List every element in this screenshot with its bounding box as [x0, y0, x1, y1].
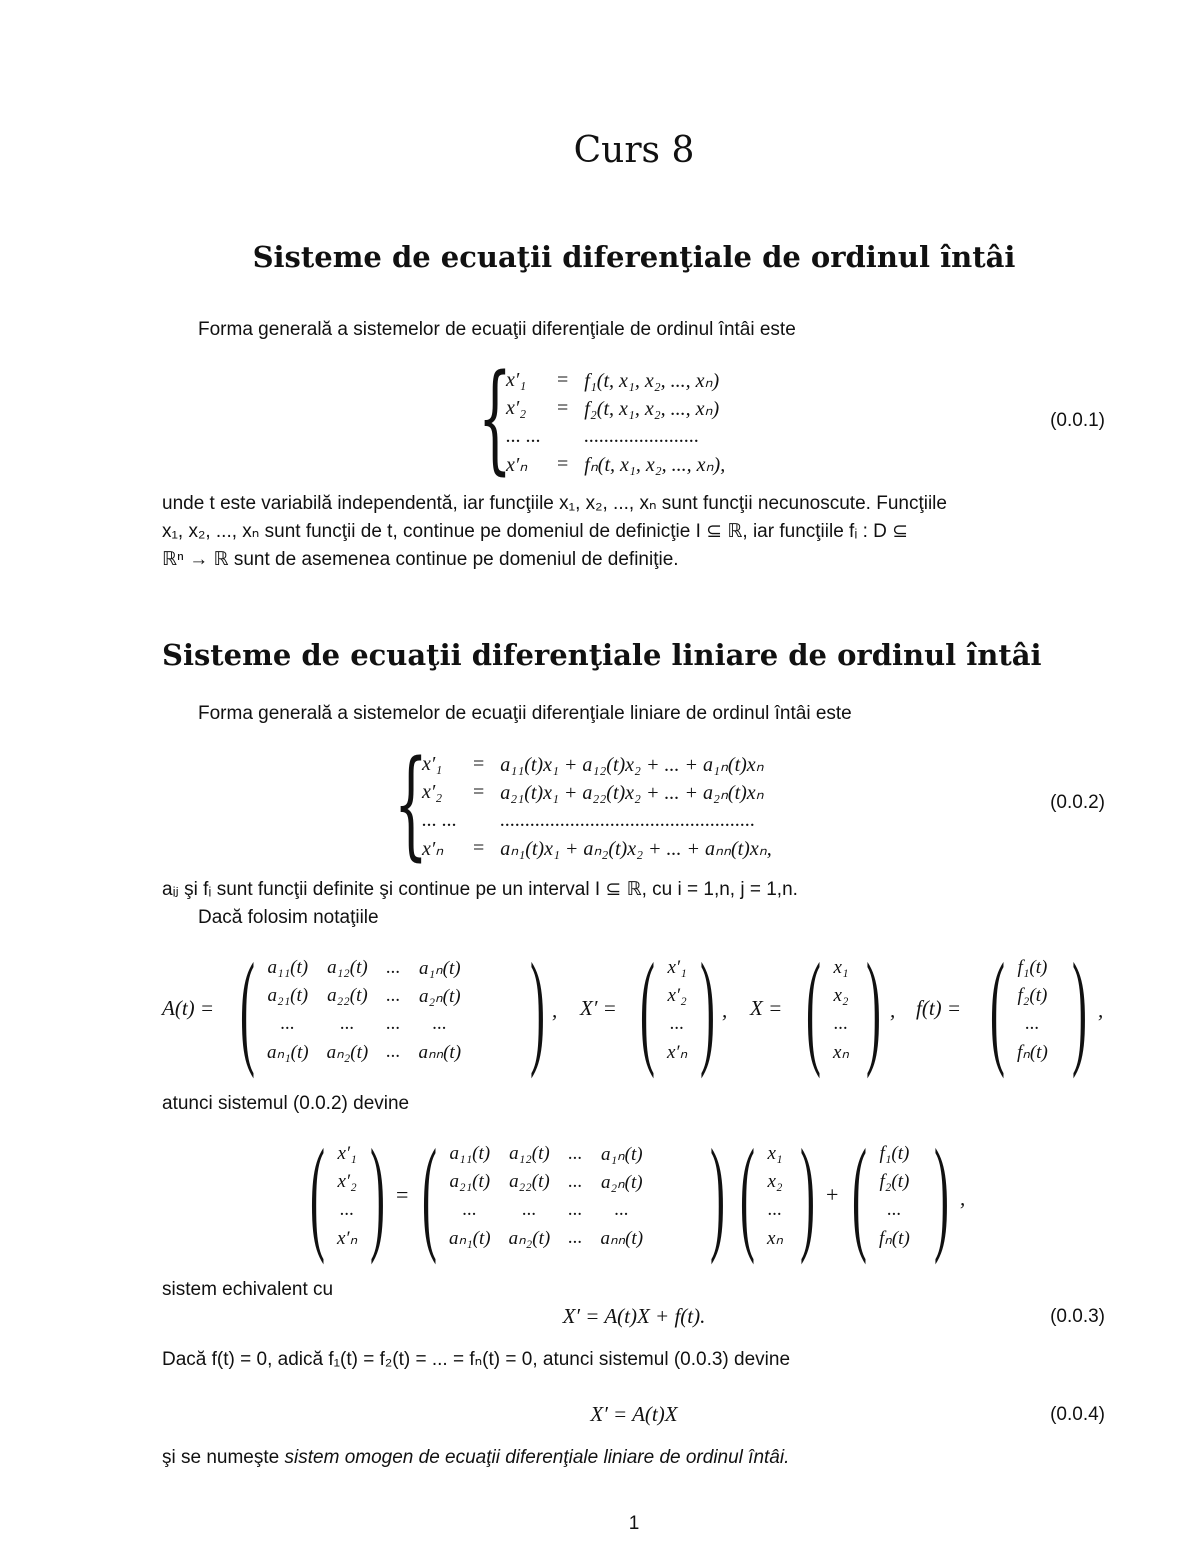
matrix-cell: a₁₂(t) [327, 957, 368, 978]
vector-cell: f₁(t) [879, 1143, 910, 1164]
label-A: A(t) = [162, 996, 215, 1020]
vector-cell: x₁ [767, 1143, 783, 1164]
vector-cell: ... [833, 1013, 849, 1034]
section1-text-line-2: x₁, x₂, ..., xₙ sunt funcţii de t, continue pe domeniul de definicţie I ⊆ ℝ, iar funcţiile fᵢ : D ⊆ [162, 521, 909, 542]
right-paren: ) [530, 937, 545, 1079]
matrix-cell: ... [386, 985, 401, 1006]
vector-row [328, 1140, 366, 1168]
right-paren: ) [370, 1123, 385, 1265]
matrix-cell: ... [386, 1041, 401, 1062]
vector-cell: x′ₙ [667, 1041, 688, 1063]
system-cell: x′₂ [422, 780, 443, 803]
vector-row [824, 954, 858, 982]
vector-row [328, 1224, 366, 1252]
system-cell [467, 806, 494, 834]
vector-Xprime [658, 954, 696, 1066]
vector-row [870, 1196, 919, 1224]
label-Xprime: X′ = [580, 996, 617, 1020]
matrix-cell: ... [568, 1171, 583, 1192]
system-cell: = [473, 780, 485, 803]
vector-cell: ... [887, 1199, 902, 1220]
system-row [416, 778, 782, 806]
vector-cell: x₂ [833, 985, 849, 1006]
left-paren: ( [806, 937, 821, 1079]
matrix-cell: ... [568, 1227, 583, 1248]
comma: , [890, 998, 896, 1022]
vector-Xprime-eq [328, 1140, 366, 1252]
matrix-cell: aₙ₁(t) [449, 1227, 491, 1249]
matrix-cell: ... [386, 1013, 401, 1034]
vector-cell: f₂(t) [1017, 985, 1048, 1006]
right-paren: ) [866, 937, 881, 1079]
system-cell: fₙ(t, x₁, x₂, ..., xₙ), [584, 453, 726, 476]
eq-number-0-0-3: (0.0.3) [1050, 1306, 1105, 1327]
system-cell: ... ... [506, 424, 541, 447]
plus-sign: + [826, 1182, 839, 1207]
matrix-cell: aₙₙ(t) [418, 1041, 462, 1063]
system-row [416, 750, 782, 778]
equation-0-0-3: X′ = A(t)X + f(t). [562, 1304, 706, 1328]
left-paren: ( [310, 1123, 325, 1265]
right-paren: ) [700, 937, 715, 1079]
vector-row [658, 1038, 696, 1066]
vector-row [824, 982, 858, 1010]
vector-cell: x₂ [767, 1171, 783, 1192]
system-cell: = [473, 836, 485, 859]
matrix-cell: ... [614, 1199, 629, 1220]
matrix-cell: aₙ₂(t) [326, 1041, 369, 1063]
vector-cell: ... [1025, 1013, 1040, 1034]
matrix-cell: ... [340, 1013, 355, 1034]
vector-row [328, 1168, 366, 1196]
comma: , [960, 1186, 966, 1210]
matrix-cell: a₁₂(t) [509, 1143, 550, 1164]
vector-row [870, 1224, 919, 1252]
matrix-A [258, 954, 470, 1066]
vector-row [658, 1010, 696, 1038]
equation-0-0-4: X′ = A(t)X [590, 1402, 678, 1426]
system-row [500, 450, 735, 478]
left-brace: { [394, 734, 428, 872]
matrix-row [258, 1010, 470, 1038]
left-brace: { [478, 348, 512, 486]
vector-row [824, 1038, 858, 1066]
matrix-cell: aₙ₂(t) [508, 1227, 551, 1249]
left-paren: ( [422, 1123, 437, 1265]
system-cell: ....................... [584, 424, 700, 447]
equivalent-line: sistem echivalent cu [162, 1279, 334, 1300]
section1-intro: Forma generală a sistemelor de ecuaţii diferenţiale de ordinul întâi este [198, 319, 796, 340]
vector-row [870, 1168, 919, 1196]
system-cell: ................................................... [500, 808, 756, 831]
system-0-0-1 [500, 366, 735, 478]
matrix-row [440, 1140, 652, 1168]
equals-sign: = [396, 1182, 409, 1207]
system-row [500, 422, 735, 450]
system-cell: f₂(t, x₁, x₂, ..., xₙ) [584, 397, 720, 420]
system-cell: x′ₙ [422, 837, 444, 860]
comma: , [552, 998, 558, 1022]
system-cell: = [557, 396, 569, 419]
vector-X-eq [758, 1140, 792, 1252]
right-paren: ) [1072, 937, 1087, 1079]
matrix-cell: ... [280, 1013, 295, 1034]
course-title: Curs 8 [573, 130, 695, 171]
vector-cell: ... [767, 1199, 783, 1220]
matrix-cell: ... [432, 1013, 447, 1034]
system-cell [551, 422, 578, 450]
eq-number-0-0-1: (0.0.1) [1050, 410, 1105, 431]
system-row [416, 834, 782, 862]
vector-row [1008, 1038, 1057, 1066]
vector-row [1008, 1010, 1057, 1038]
left-paren: ( [240, 937, 255, 1079]
vector-cell: x′₁ [337, 1143, 357, 1164]
label-X: X = [750, 996, 783, 1020]
vector-row [758, 1196, 792, 1224]
final-prefix: şi se numeşte [162, 1447, 280, 1468]
section1-text-line-3: ℝⁿ → ℝ sunt de asemenea continue pe domeniul de definiţie. [162, 549, 679, 570]
matrix-cell: ... [568, 1143, 583, 1164]
becomes-line: atunci sistemul (0.0.2) devine [162, 1093, 410, 1114]
vector-cell: xₙ [767, 1227, 784, 1249]
matrix-cell: a₂ₙ(t) [600, 1171, 643, 1193]
vector-cell: fₙ(t) [1017, 1041, 1048, 1063]
system-cell: = [557, 368, 569, 391]
left-paren: ( [740, 1123, 755, 1265]
comma: , [722, 998, 728, 1022]
matrix-cell: a₂₁(t) [267, 985, 309, 1006]
vector-row [1008, 982, 1057, 1010]
vector-cell: x₁ [833, 957, 849, 978]
matrix-cell: aₙₙ(t) [600, 1227, 644, 1249]
system-cell: x′₂ [506, 396, 527, 419]
system-cell: a₁₁(t)x₁ + a₁₂(t)x₂ + ... + a₁ₙ(t)xₙ [500, 753, 764, 776]
section2-intro: Forma generală a sistemelor de ecuaţii diferenţiale liniare de ordinul întâi este [198, 703, 852, 724]
matrix-cell: ... [568, 1199, 583, 1220]
matrix-row [258, 954, 470, 982]
vector-cell: f₁(t) [1017, 957, 1048, 978]
left-paren: ( [852, 1123, 867, 1265]
section1-text-line-1: unde t este variabilă independentă, iar funcţiile x₁, x₂, ..., xₙ sunt funcţii necunoscute. Funcţiile [162, 493, 947, 514]
system-cell: x′₁ [422, 752, 443, 775]
final-definition: sistem omogen de ecuaţii diferenţiale liniare de ordinul întâi. [284, 1447, 790, 1468]
matrix-cell: a₁ₙ(t) [418, 957, 461, 979]
system-cell: = [473, 752, 485, 775]
matrix-cell: a₂₂(t) [509, 1171, 550, 1192]
vector-X [824, 954, 858, 1066]
vector-cell: x′₂ [667, 985, 687, 1006]
vector-cell: f₂(t) [879, 1171, 910, 1192]
right-paren: ) [934, 1123, 949, 1265]
vector-row [658, 954, 696, 982]
matrix-cell: a₁ₙ(t) [600, 1143, 643, 1165]
section-heading-2: Sisteme de ecuaţii diferenţiale liniare de ordinul întâi [162, 638, 1042, 672]
vector-row [1008, 954, 1057, 982]
matrix-cell: a₂₁(t) [449, 1171, 491, 1192]
system-row [416, 806, 782, 834]
system-cell: a₂₁(t)x₁ + a₂₂(t)x₂ + ... + a₂ₙ(t)xₙ [500, 781, 764, 804]
left-paren: ( [640, 937, 655, 1079]
vector-cell: fₙ(t) [879, 1227, 910, 1249]
vector-f [1008, 954, 1057, 1066]
page-number: 1 [628, 1513, 640, 1534]
right-paren: ) [710, 1123, 725, 1265]
matrix-cell: a₂₂(t) [327, 985, 368, 1006]
system-row [500, 394, 735, 422]
comma: , [1098, 998, 1104, 1022]
matrix-cell: a₂ₙ(t) [418, 985, 461, 1007]
matrix-row [440, 1196, 652, 1224]
system-cell: f₁(t, x₁, x₂, ..., xₙ) [584, 369, 720, 392]
matrix-cell: ... [522, 1199, 537, 1220]
system-cell: ... ... [422, 808, 457, 831]
condition-line: aᵢⱼ şi fᵢ sunt funcţii definite şi continue pe un interval I ⊆ ℝ, cu i = 1,n, j = 1,n. [162, 879, 798, 900]
matrix-row [258, 982, 470, 1010]
system-row [500, 366, 735, 394]
system-cell: x′₁ [506, 368, 527, 391]
system-cell: aₙ₁(t)x₁ + aₙ₂(t)x₂ + ... + aₙₙ(t)xₙ, [500, 837, 772, 860]
matrix-cell: a₁₁(t) [267, 957, 309, 978]
if-line: Dacă f(t) = 0, adică f₁(t) = f₂(t) = ... = fₙ(t) = 0, atunci sistemul (0.0.3) devine [162, 1349, 791, 1370]
matrix-row [440, 1224, 652, 1252]
vector-row [328, 1196, 366, 1224]
final-line [162, 1444, 789, 1472]
matrix-cell: ... [462, 1199, 477, 1220]
system-cell: = [557, 452, 569, 475]
matrix-cell: ... [386, 957, 401, 978]
vector-row [658, 982, 696, 1010]
vector-cell: xₙ [833, 1041, 850, 1063]
vector-row [824, 1010, 858, 1038]
vector-row [758, 1140, 792, 1168]
vector-cell: x′₂ [337, 1171, 357, 1192]
system-0-0-2 [416, 750, 782, 862]
right-paren: ) [800, 1123, 815, 1265]
eq-number-0-0-2: (0.0.2) [1050, 792, 1105, 813]
vector-f-eq [870, 1140, 919, 1252]
label-f: f(t) = [916, 996, 962, 1020]
matrix-cell: aₙ₁(t) [267, 1041, 309, 1063]
section-heading-1: Sisteme de ecuaţii diferenţiale de ordinul întâi [252, 240, 1016, 274]
vector-row [870, 1140, 919, 1168]
notation-line: Dacă folosim notaţiile [198, 907, 379, 928]
matrix-row [440, 1168, 652, 1196]
matrix-A-eq [440, 1140, 652, 1252]
vector-cell: ... [669, 1013, 685, 1034]
eq-number-0-0-4: (0.0.4) [1050, 1404, 1105, 1425]
vector-cell: x′₁ [667, 957, 687, 978]
system-cell: x′ₙ [506, 453, 528, 476]
vector-row [758, 1224, 792, 1252]
left-paren: ( [990, 937, 1005, 1079]
matrix-cell: a₁₁(t) [449, 1143, 491, 1164]
matrix-row [258, 1038, 470, 1066]
vector-row [758, 1168, 792, 1196]
vector-cell: x′ₙ [337, 1227, 358, 1249]
vector-cell: ... [339, 1199, 355, 1220]
